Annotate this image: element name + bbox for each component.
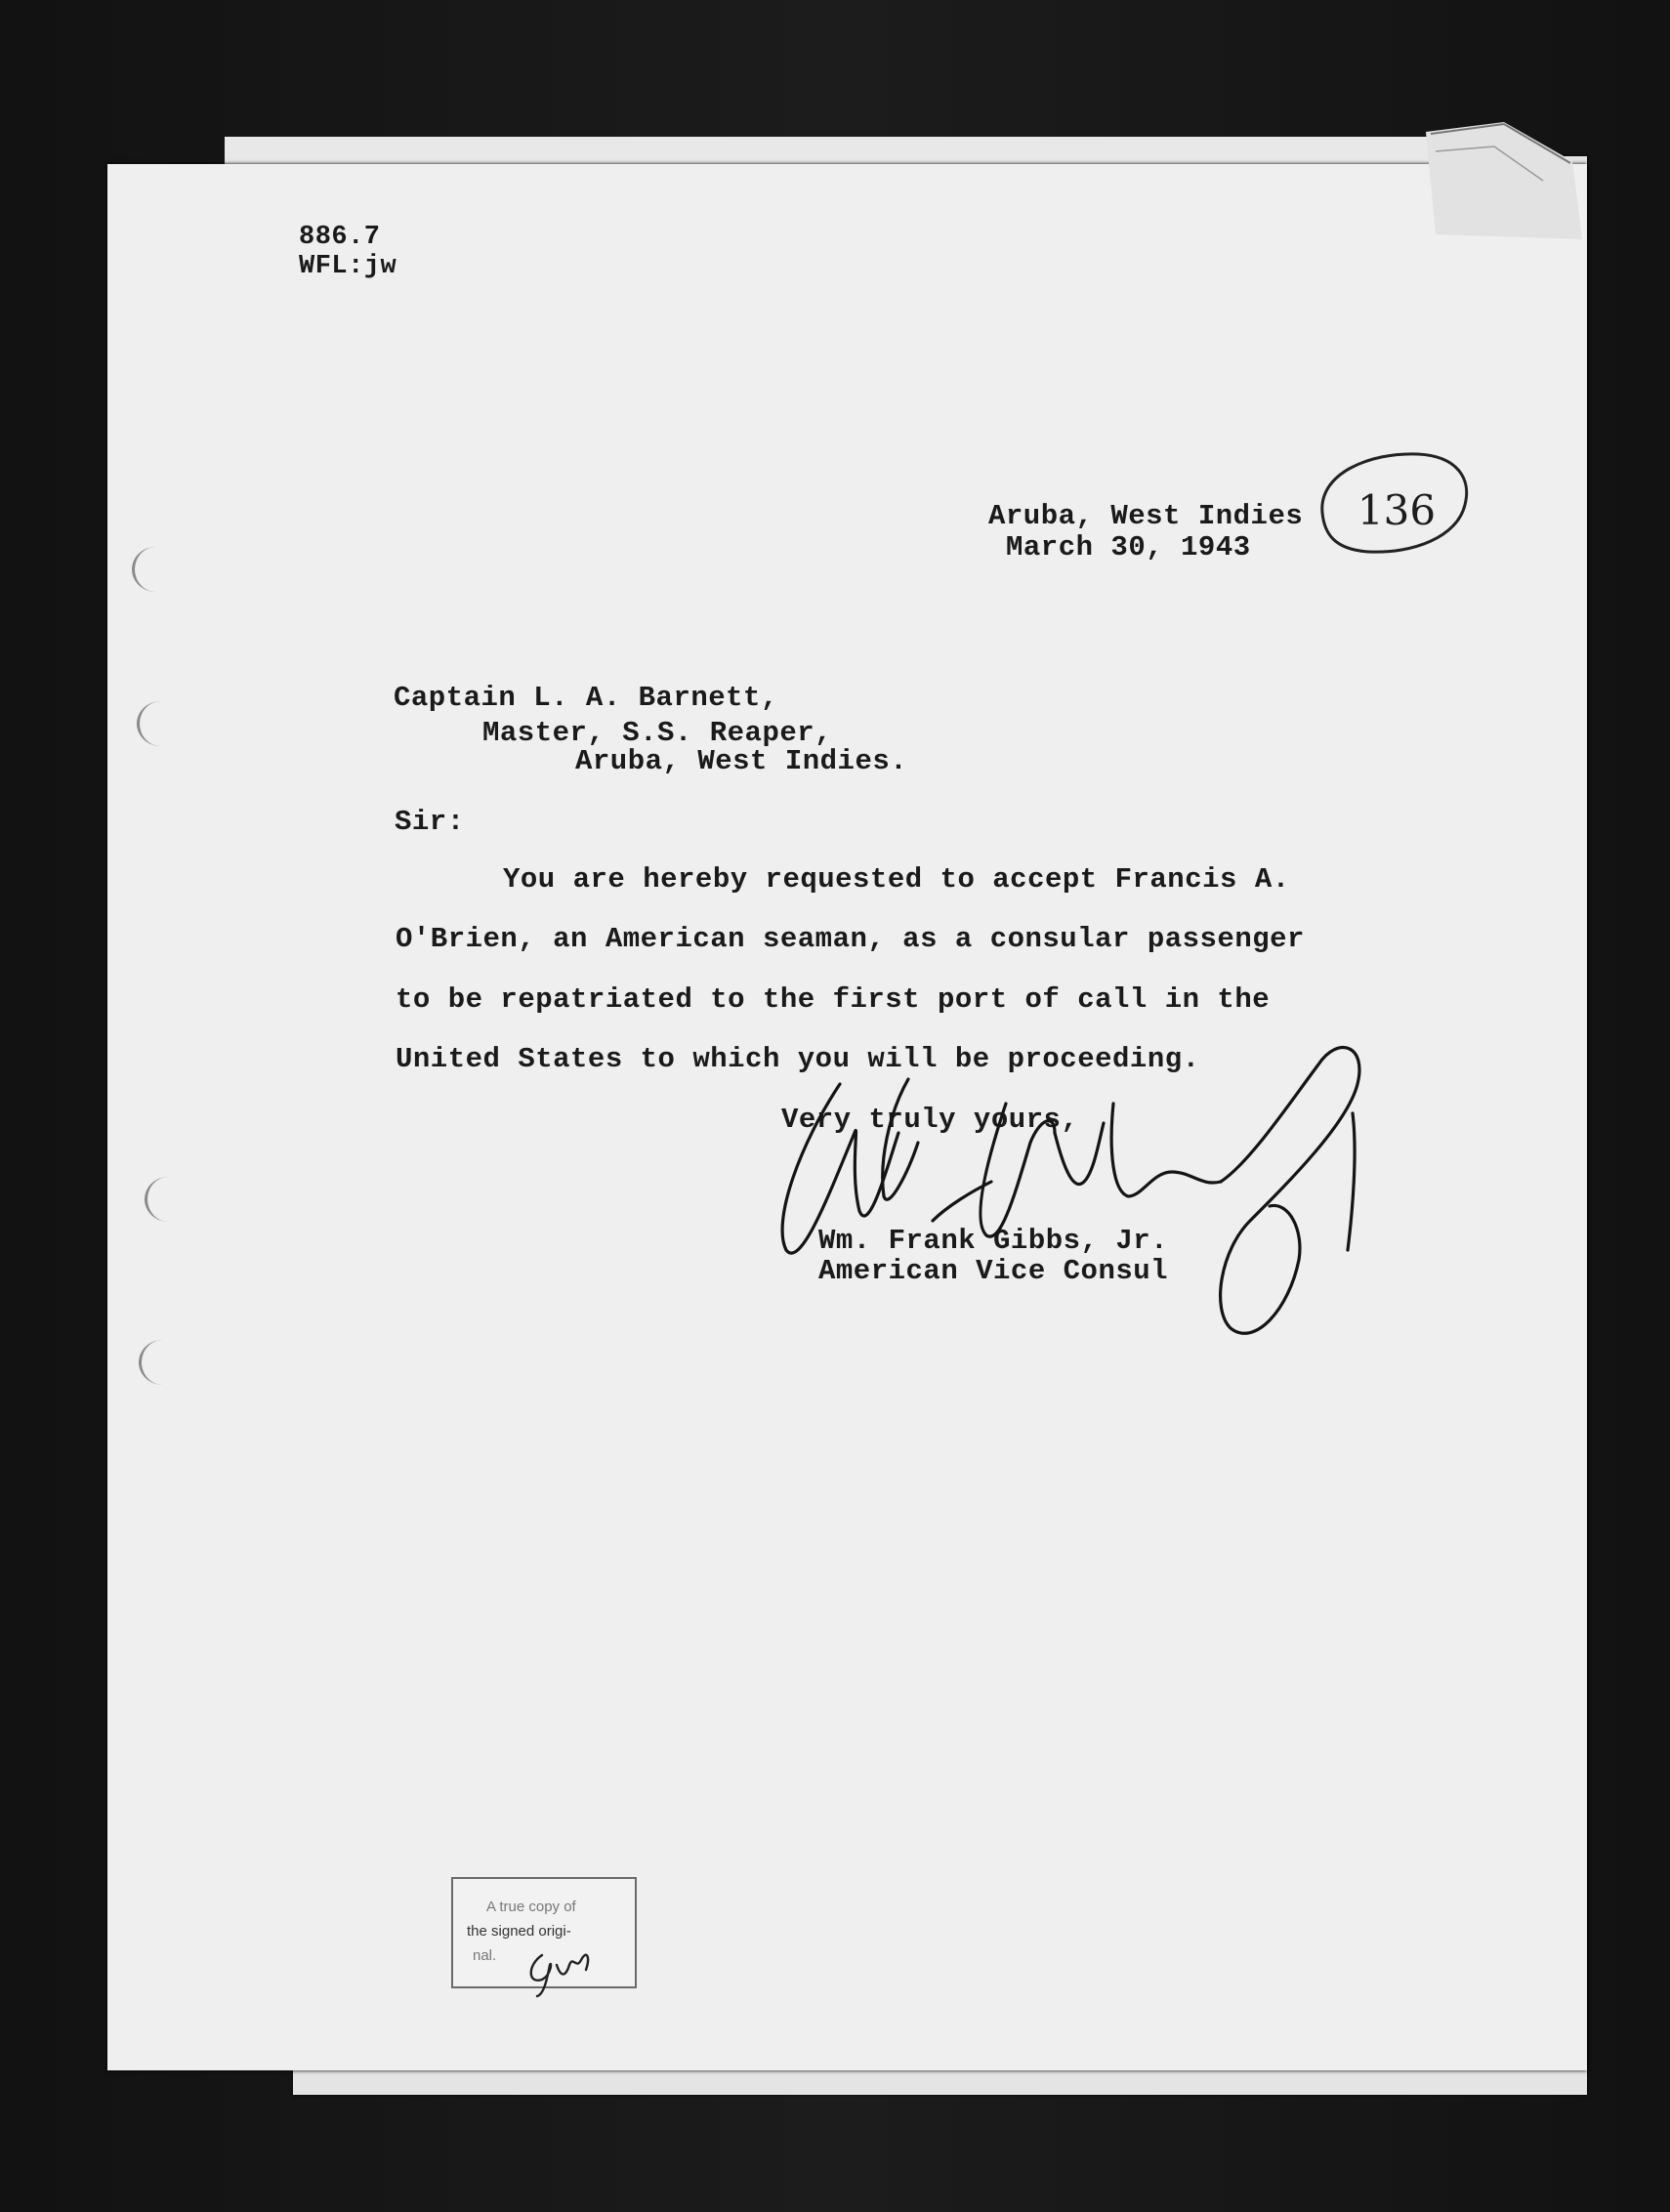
body-line-4: United States to which you will be proceeding. — [396, 1043, 1200, 1075]
addressee-line-1: Captain L. A. Barnett, — [394, 682, 778, 714]
page-number: 136 — [1357, 486, 1437, 534]
addressee-line-2: Master, S.S. Reaper, — [482, 717, 833, 749]
body-line-1: You are hereby requested to accept Francis A. — [503, 863, 1290, 896]
body-line-2: O'Brien, an American seaman, as a consular passenger — [396, 923, 1305, 955]
handwritten-signature — [762, 1025, 1387, 1348]
addressee-line-3: Aruba, West Indies. — [575, 745, 908, 777]
signatory-name: Wm. Frank Gibbs, Jr. — [818, 1225, 1169, 1257]
signatory-title: American Vice Consul — [818, 1255, 1169, 1287]
punch-hole-2 — [137, 701, 185, 746]
letter-date: March 30, 1943 — [1006, 531, 1251, 563]
body-line-3: to be repatriated to the first port of call in the — [396, 983, 1271, 1016]
stamp-initials — [522, 1936, 601, 1999]
punch-hole-1 — [132, 547, 180, 592]
letter-place: Aruba, West Indies — [988, 500, 1304, 532]
stamp-line-1: A true copy of — [486, 1899, 576, 1915]
file-number: 886.7 — [299, 223, 381, 252]
typist-initials: WFL:jw — [299, 252, 397, 281]
punch-hole-4 — [139, 1340, 187, 1385]
closing: Very truly yours, — [781, 1104, 1079, 1136]
folded-corner — [1426, 122, 1582, 239]
salutation: Sir: — [395, 806, 465, 838]
punch-hole-3 — [145, 1177, 192, 1222]
stamp-line-2: the signed origi- — [467, 1923, 571, 1940]
stamp-line-3: nal. — [473, 1947, 497, 1964]
